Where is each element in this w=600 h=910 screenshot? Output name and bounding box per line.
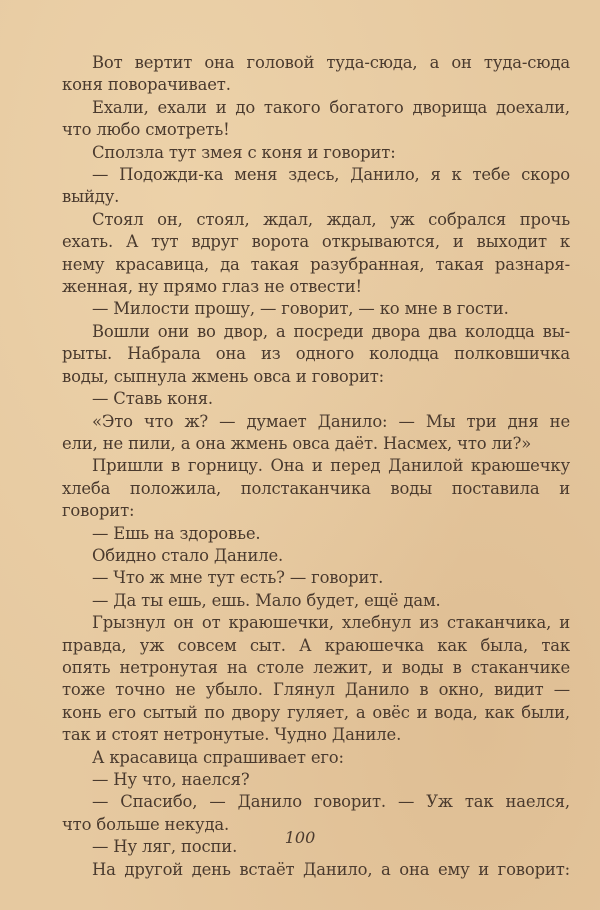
text-line: ехать. А тут вдруг ворота открываются, и выходит к	[62, 232, 570, 252]
text-line: — Подожди-ка меня здесь, Данило, я к тебе скоро	[92, 165, 570, 185]
text-line: тоже точно не убыло. Глянул Данило в окно, видит —	[62, 680, 570, 700]
text-line: воды, сыпнула жмень овса и говорит:	[62, 366, 385, 386]
text-line: — Ну ляг, поспи.	[92, 837, 238, 857]
text-line: выйду.	[62, 187, 120, 207]
text-line: ели, не пили, а она жмень овса даёт. Насмех, что ли?»	[62, 433, 532, 453]
text-line: женная, ну прямо глаз не отвести!	[62, 277, 362, 297]
text-line: рыты. Набрала она из одного колодца полковшичка	[62, 344, 570, 364]
text-line: говорит:	[62, 501, 135, 521]
text-line: опять нетронутая на столе лежит, и воды в стаканчике	[62, 657, 570, 677]
text-line: конь его сытый по двору гуляет, а овёс и вода, как были,	[62, 702, 570, 722]
text-line: что любо смотреть!	[62, 120, 230, 140]
text-line: Вот вертит она головой туда-сюда, а он туда-сюда	[92, 53, 570, 72]
text-line: — Да ты ешь, ешь. Мало будет, ещё дам.	[92, 590, 441, 610]
text-line: правда, уж совсем сыт. А краюшечка как была, так	[62, 635, 570, 655]
text-line: Стоял он, стоял, ждал, ждал, уж собрался прочь	[92, 209, 570, 229]
text-line: На другой день встаёт Данило, а она ему и говорит:	[92, 859, 570, 879]
text-line: нему красавица, да такая разубранная, такая разнаря-	[62, 254, 570, 274]
text-line: «Это что ж? — думает Данило: — Мы три дня не	[92, 411, 570, 431]
text-line: — Ешь на здоровье.	[92, 523, 261, 543]
text-line: Пришли в горницу. Она и перед Данилой краюшечку	[92, 456, 570, 476]
text-line: хлеба положила, полстаканчика воды поставила и	[62, 478, 570, 498]
text-line: Сползла тут змея с коня и говорит:	[92, 142, 396, 162]
text-line: что больше некуда.	[62, 814, 230, 834]
text-line: так и стоят нетронутые. Чудно Даниле.	[62, 725, 402, 745]
text-line: Обидно стало Даниле.	[92, 545, 284, 565]
text-line: Ехали, ехали и до такого богатого дворища доехали,	[92, 97, 570, 117]
text-line: Вошли они во двор, а посреди двора два колодца вы-	[92, 321, 570, 341]
text-line: — Милости прошу, — говорит, — ко мне в гости.	[92, 299, 509, 319]
text-line: коня поворачивает.	[62, 75, 231, 95]
body-text	[62, 52, 570, 881]
text-line: Грызнул он от краюшечки, хлебнул из стаканчика, и	[92, 613, 570, 633]
page-number: 100	[284, 828, 316, 847]
text-line: — Что ж мне тут есть? — говорит.	[92, 568, 384, 588]
text-line: А красавица спрашивает его:	[92, 747, 344, 767]
text-line: — Ну что, наелся?	[92, 770, 250, 789]
text-line: — Ставь коня.	[92, 389, 213, 409]
text-line: — Спасибо, — Данило говорит. — Уж так наелся,	[92, 792, 570, 812]
